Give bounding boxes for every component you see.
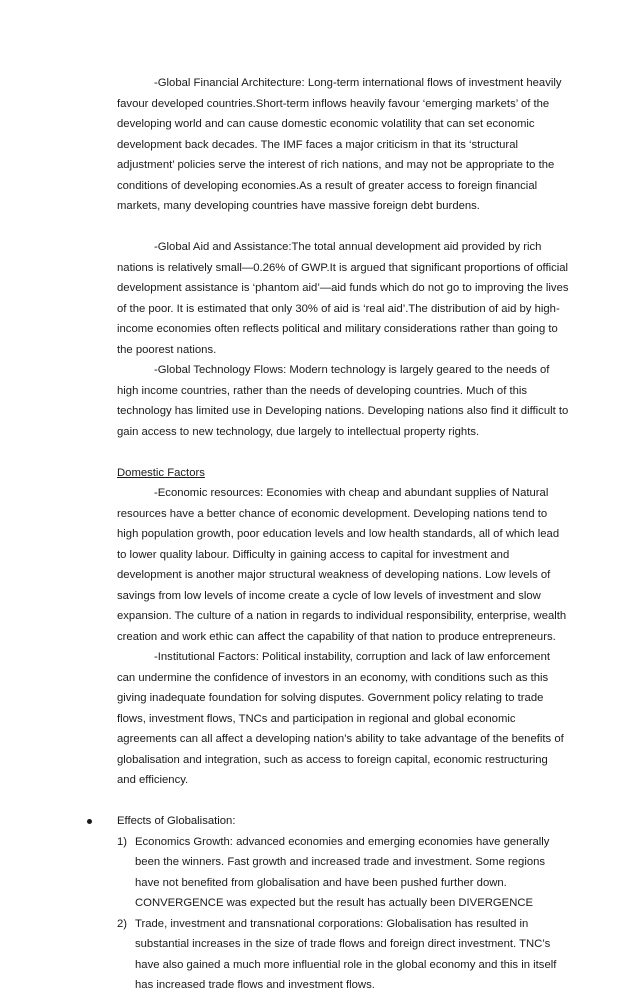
list-item-number: 1) (117, 835, 128, 848)
effects-heading-row (117, 811, 569, 832)
bullet-icon (87, 819, 92, 824)
paragraph-gap (117, 442, 569, 463)
paragraph-gap (117, 791, 569, 812)
paragraph-global-technology-flows: -Global Technology Flows: Modern technology is largely geared to the needs of high income countries, rather than the needs of developing countries. Much of this technology has limited use in Developing nations. Developing nations also find it difficult to gain access to new technology, due largely to intellectual property rights. (117, 364, 569, 438)
document-page (117, 73, 569, 996)
list-item-text: Economics Growth: advanced economies and emerging economies have generally been the winners. Fast growth and increased trade and investment. Some regions have not benefited from globalisation and have been pushed further down. CONVERGENCE was expected but the result has actually been DIVERGENCE (135, 835, 550, 909)
effects-of-globalisation-section (117, 811, 569, 996)
paragraph-economic-resources: -Economic resources: Economies with cheap and abundant supplies of Natural resources have a better chance of economic development. Developing nations tend to high population growth, poor education levels and low health standards, all of which lead to lower quality labour. Difficulty in gaining access to capital for investment and development is another major structural weakness of developing nations. Low levels of savings from low levels of income create a cycle of low levels of investment and slow expansion. The culture of a nation in regards to individual responsibility, enterprise, wealth creation and work ethic can affect the capability of that nation to produce entrepreneurs. (117, 487, 567, 643)
list-item-text: Trade, investment and transnational corporations: Globalisation has resulted in substantial increases in the size of trade flows and foreign direct investment. TNC’s have also gained a much more influential role in the global economy and this in itself has increased trade flows and investment flows. (135, 917, 557, 991)
list-item (117, 832, 569, 914)
list-item (117, 914, 569, 996)
paragraph-gap (117, 217, 569, 238)
domestic-factors-heading: Domestic Factors (117, 466, 205, 479)
effects-heading: Effects of Globalisation: (117, 815, 236, 827)
effects-list (117, 832, 569, 996)
paragraph-institutional-factors: -Institutional Factors: Political instability, corruption and lack of law enforcement can undermine the confidence of investors in an economy, with conditions such as this giving inadequate foundation for solving disputes. Government policy relating to trade flows, investment flows, TNCs and participation in regional and global economic agreements can all affect a developing nation’s ability to take advantage of the benefits of globalisation and integration, such as access to foreign capital, economic restructuring and efficiency. (117, 651, 564, 786)
list-item-number: 2) (117, 917, 128, 930)
paragraph-global-aid-assistance: -Global Aid and Assistance:The total annual development aid provided by rich nations is relatively small—0.26% of GWP.It is argued that significant proportions of official development assistance is ‘phantom aid’—aid funds which do not go to improving the lives of the poor. It is estimated that only 30% of aid is ‘real aid’.The distribution of aid by high-income economies often reflects political and military considerations rather than going to the poorest nations. (117, 241, 569, 356)
paragraph-global-financial-architecture: -Global Financial Architecture: Long-term international flows of investment heavily favour developed countries.Short-term inflows heavily favour ‘emerging markets’ of the developing world and can cause domestic economic volatility that can set economic development back decades. The IMF faces a major criticism in that its ‘structural adjustment’ policies serve the interest of rich nations, and may not be appropriate to the conditions of developing economies.As a result of greater access to foreign financial markets, many developing countries have massive foreign debt burdens. (117, 77, 562, 212)
